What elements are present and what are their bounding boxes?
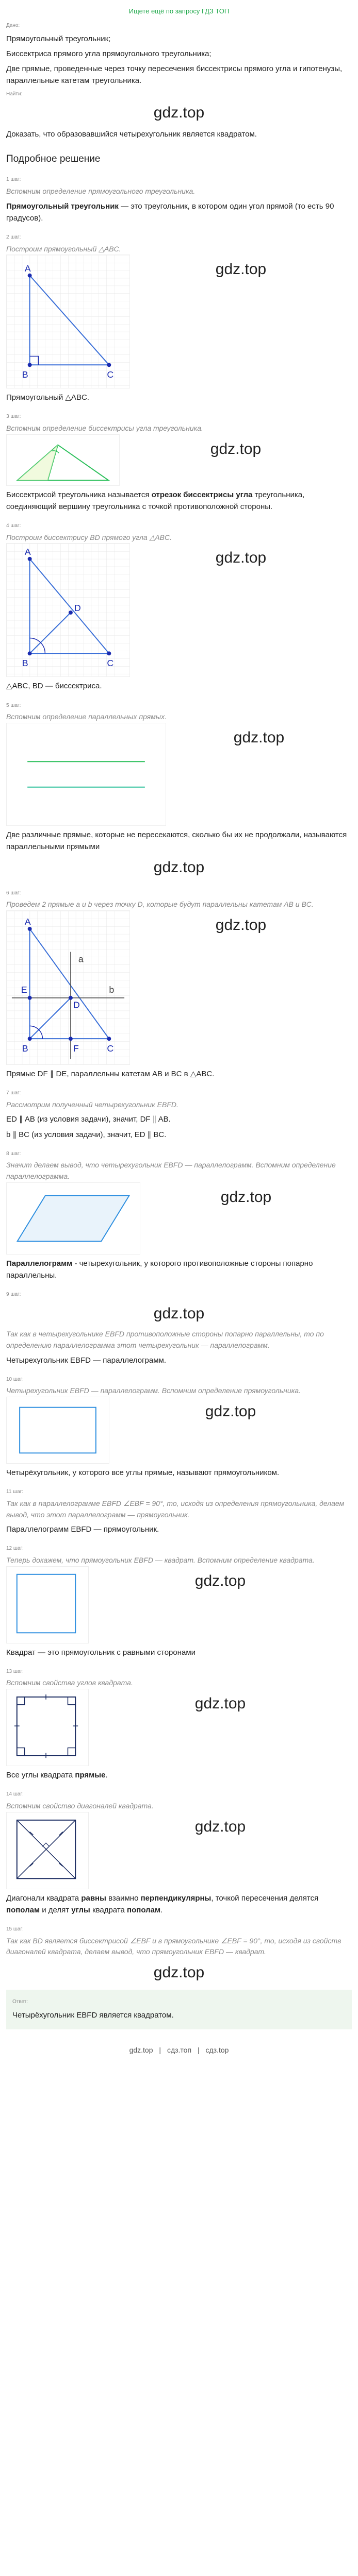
- definition-text: — это треугольник, в котором один угол прямой (то есть 90 градусов).: [6, 201, 334, 223]
- given-line: Прямоугольный треугольник;: [6, 34, 111, 43]
- definition-text: .: [105, 1771, 108, 1780]
- step-hint: Четырехугольник EBFD — параллелограмм. Вспомним определение прямоугольника.: [6, 1386, 301, 1395]
- definition-text: квадрата: [90, 1905, 127, 1914]
- result-line: Четырехугольник EBFD — параллелограмм.: [6, 1355, 167, 1365]
- figure-caption: Прямоугольный △ABC.: [6, 393, 89, 402]
- definition: [6, 489, 352, 513]
- definition-text: и делят: [40, 1905, 72, 1914]
- step-label: 8 шаг:: [6, 1150, 21, 1157]
- definition: [6, 1892, 352, 1917]
- figure-caption: △ABC, BD — биссектриса.: [6, 682, 102, 691]
- step-label: 5 шаг:: [6, 702, 21, 708]
- triangle-bisector-figure: [6, 543, 130, 677]
- watermark: gdz.top: [153, 859, 205, 876]
- step-label: 15 шаг:: [6, 1926, 24, 1933]
- step-label: 3 шаг:: [6, 414, 21, 420]
- footer-separator: |: [197, 2046, 200, 2055]
- definition-text: Квадрат — это прямоугольник с равными сторонами: [6, 1648, 196, 1657]
- step-label: 11 шаг:: [6, 1489, 24, 1495]
- step-hint: Вспомним определение биссектрисы угла треугольника.: [6, 423, 203, 432]
- term: пополам: [6, 1905, 40, 1914]
- definition: [6, 200, 352, 225]
- step-hint: Вспомним определение параллельных прямых.: [6, 713, 167, 721]
- watermark: gdz.top: [215, 261, 267, 278]
- step-hint: Построим биссектрису BD прямого угла △ABC.: [6, 533, 172, 541]
- footer-separator: |: [159, 2046, 161, 2055]
- svg-text:b: b: [109, 984, 115, 995]
- svg-text:C: C: [107, 658, 114, 669]
- watermark: gdz.top: [215, 549, 267, 567]
- definition-text: Две различные прямые, которые не пересекаются, сколько бы их не продолжали, называются параллельными прямыми: [6, 830, 347, 852]
- definition: [6, 1258, 352, 1282]
- svg-text:B: B: [22, 658, 28, 669]
- square-diagonals-figure: [6, 1812, 89, 1889]
- answer-label: Ответ:: [12, 1999, 28, 2005]
- step-hint: Вспомним свойства углов квадрата.: [6, 1679, 133, 1687]
- solution-title: Подробное решение: [6, 153, 101, 164]
- definition-text: Четырёхугольник, у которого все углы прямые, называют прямоугольником.: [6, 1468, 280, 1478]
- reasoning-line: b ∥ BC (из условия задачи), значит, ED ∥ BC.: [6, 1130, 167, 1139]
- figure-caption: Прямые DF ∥ DE, параллельны катетам AB и BC в △ABC.: [6, 1069, 215, 1078]
- term: прямые: [75, 1771, 106, 1780]
- step-hint: Теперь докажем, что прямоугольник EBFD — квадрат. Вспомним определение квадрата.: [6, 1555, 315, 1564]
- svg-text:C: C: [107, 369, 114, 380]
- svg-text:D: D: [73, 999, 80, 1010]
- step-hint: Построим прямоугольный △ABC.: [6, 244, 121, 253]
- watermark: gdz.top: [205, 1403, 256, 1420]
- term: углы: [71, 1905, 90, 1914]
- definition: [6, 1769, 352, 1781]
- svg-text:A: A: [24, 916, 31, 927]
- triangle-figure: [6, 255, 130, 388]
- term: отрезок биссектрисы угла: [151, 490, 253, 499]
- svg-text:B: B: [22, 1043, 28, 1054]
- term: равны: [81, 1893, 106, 1903]
- definition-text: - четырехугольник, у которого противоположные стороны попарно параллельны.: [6, 1259, 313, 1280]
- square-figure: [6, 1566, 89, 1643]
- svg-text:E: E: [21, 984, 27, 995]
- find-label: Найти:: [6, 91, 23, 97]
- step-label: 14 шаг:: [6, 1791, 24, 1798]
- reasoning-line: ED ∥ AB (из условия задачи), значит, DF ∥ AB.: [6, 1115, 171, 1124]
- footer-link[interactable]: gdz.top: [129, 2046, 153, 2055]
- svg-text:A: A: [24, 263, 31, 274]
- step-label: 4 шаг:: [6, 523, 21, 529]
- svg-text:a: a: [78, 954, 84, 964]
- step-hint: Рассмотрим полученный четырехугольник EBFD.: [6, 1100, 178, 1109]
- search-link[interactable]: Ищете ещё по запросу ГДЗ ТОП: [128, 7, 230, 15]
- step-hint: Вспомним свойство диагоналей квадрата.: [6, 1801, 154, 1810]
- definition-text: , точкой пересечения делятся: [211, 1893, 319, 1903]
- given-label: Дано:: [6, 23, 20, 29]
- term: перпендикулярны: [140, 1893, 211, 1903]
- square-angles-figure: [6, 1689, 89, 1766]
- result-line: Параллелограмм EBFD — прямоугольник.: [6, 1525, 159, 1534]
- step-hint: Значит делаем вывод, что четырехугольник EBFD — параллелограмм. Вспомним определение параллелограмма.: [6, 1161, 336, 1181]
- definition-text: треугольника, соединяющий вершину треугольника с точкой противоположной стороны.: [6, 490, 305, 511]
- watermark: gdz.top: [233, 728, 285, 746]
- definition-text: Все углы квадрата: [6, 1771, 75, 1780]
- watermark: gdz.top: [220, 1188, 272, 1206]
- step-label: 6 шаг:: [6, 890, 21, 896]
- term: пополам: [127, 1905, 161, 1914]
- svg-text:F: F: [73, 1043, 79, 1054]
- step-hint: Так как в четырехугольнике EBFD противоположные стороны попарно параллельны, то по определению параллелограмма этот четырехугольник — параллелограмм.: [6, 1330, 324, 1349]
- footer-link[interactable]: сдз.топ: [167, 2046, 192, 2055]
- definition-text: Диагонали квадрата: [6, 1893, 82, 1903]
- watermark: gdz.top: [153, 1963, 205, 1981]
- watermark: gdz.top: [153, 104, 205, 122]
- footer-link[interactable]: сдз.top: [205, 2046, 229, 2055]
- step-label: 13 шаг:: [6, 1668, 24, 1674]
- parallelogram-figure: [6, 1182, 140, 1255]
- given-line: Две прямые, проведенные через точку пересечения биссектрисы прямого угла и гипотенузы, параллельные катетам треугольника.: [6, 64, 343, 86]
- watermark: gdz.top: [153, 1304, 205, 1322]
- step-label: 9 шаг:: [6, 1292, 21, 1298]
- definition-text: .: [160, 1905, 163, 1914]
- construction-figure: [6, 910, 130, 1065]
- watermark: gdz.top: [215, 916, 267, 934]
- footer: [6, 2045, 352, 2056]
- svg-text:B: B: [22, 369, 28, 380]
- answer-text: Четырёхугольник EBFD является квадратом.: [12, 2010, 174, 2020]
- svg-text:C: C: [107, 1043, 114, 1054]
- step-label: 1 шаг:: [6, 177, 21, 183]
- find-text: Доказать, что образовавшийся четырехугольник является квадратом.: [6, 129, 257, 139]
- step-label: 2 шаг:: [6, 234, 21, 241]
- svg-text:A: A: [24, 547, 31, 557]
- step-label: 12 шаг:: [6, 1546, 24, 1552]
- step-hint: Вспомним определение прямоугольного треугольника.: [6, 187, 196, 195]
- term: Параллелограмм: [6, 1259, 73, 1268]
- watermark: gdz.top: [194, 1695, 246, 1713]
- step-hint: Проведем 2 прямые a и b через точку D, которые будут параллельны катетам AB и BC.: [6, 900, 314, 909]
- step-label: 10 шаг:: [6, 1376, 24, 1382]
- step-label: 7 шаг:: [6, 1090, 21, 1096]
- given-line: Биссектриса прямого угла прямоугольного треугольника;: [6, 49, 211, 58]
- parallel-lines-figure: [6, 723, 166, 826]
- term: Прямоугольный треугольник: [6, 201, 119, 211]
- step-hint: Так как в параллелограмме EBFD ∠EBF = 90°, то, исходя из определения прямоугольника, делаем вывод, что этот параллелограмм — прямоугольник.: [6, 1499, 345, 1519]
- answer-box: [6, 1990, 352, 2029]
- watermark: gdz.top: [194, 1572, 246, 1589]
- watermark: gdz.top: [210, 440, 262, 457]
- definition-text: Биссектрисой треугольника называется: [6, 490, 152, 499]
- watermark: gdz.top: [194, 1818, 246, 1835]
- step-hint: Так как BD является биссектрисой ∠EBF и в прямоугольнике ∠EBF = 90°, то, исходя из свойств диагоналей квадрата, делаем вывод, что прямоугольник EBFD — квадрат.: [6, 1936, 341, 1956]
- bisector-figure: [6, 434, 120, 486]
- rectangle-figure: [6, 1397, 109, 1464]
- svg-text:D: D: [74, 603, 81, 614]
- definition-text: взаимно: [106, 1893, 141, 1903]
